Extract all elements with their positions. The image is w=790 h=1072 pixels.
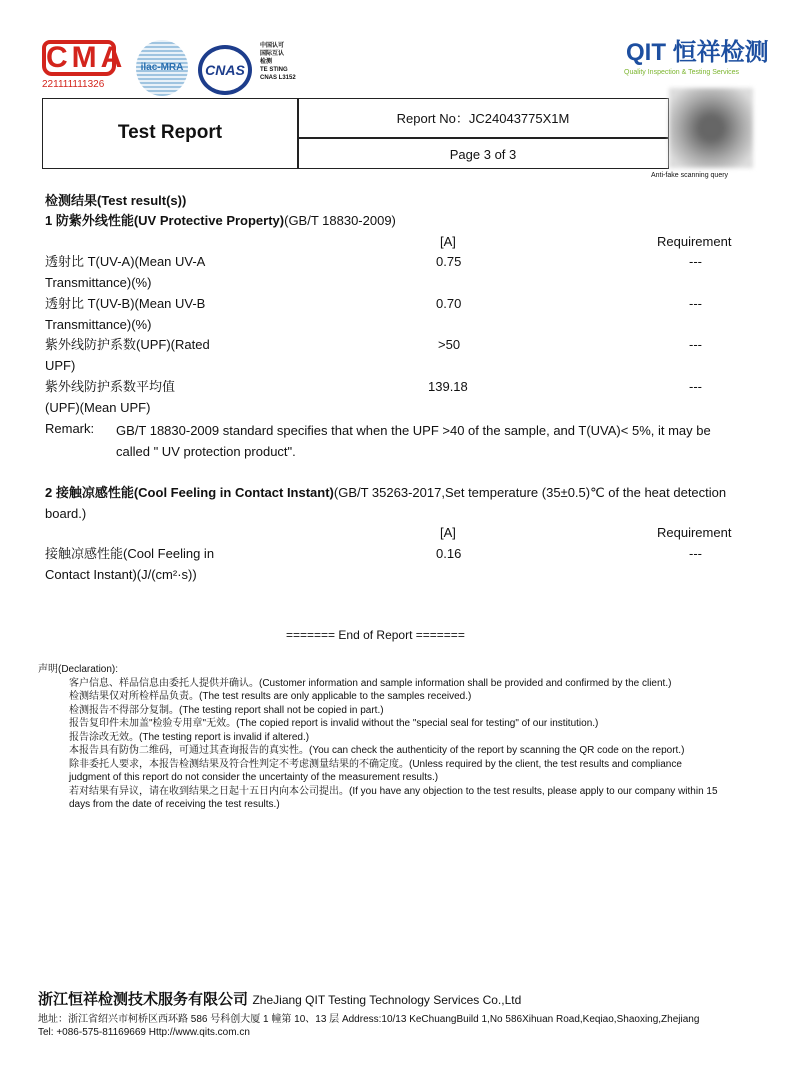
declaration-line: 报告复印件未加盖"检验专用章"无效。(The copied report is invalid without the "special seal for testing" of our institution.) xyxy=(69,718,599,729)
row-label: Transmittance)(%) xyxy=(45,317,152,332)
brand-tagline: Quality Inspection & Testing Services xyxy=(624,69,740,76)
end-of-report: ======= End of Report ======= xyxy=(286,628,465,642)
cma-number: 221111111326 xyxy=(42,79,105,90)
col-a-header: [A] xyxy=(440,525,456,540)
cnas-text xyxy=(260,42,296,82)
remark xyxy=(116,420,776,462)
row-label: 接触凉感性能(Cool Feeling in xyxy=(45,546,215,561)
cma-logo: CMA xyxy=(42,40,116,76)
row-label: Transmittance)(%) xyxy=(45,275,152,290)
declaration-lines xyxy=(38,677,763,812)
row-value: 0.70 xyxy=(436,296,462,311)
qr-caption: Anti-fake scanning query xyxy=(651,172,729,179)
cnas-text-line: TE STING xyxy=(260,67,288,73)
col-requirement-header: Requirement xyxy=(657,525,732,540)
page-number: Page 3 of 3 xyxy=(449,147,517,162)
footer-address: 地址：浙江省绍兴市柯桥区西环路 586 号科创大厦 1 幢第 10、13 层 Address:10/13 KeChuangBuild 1,No 586Xihuan Road,Keqiao,Shaoxing,Zhejiang xyxy=(38,1014,700,1025)
col-requirement-header: Requirement xyxy=(657,234,732,249)
row-label: UPF) xyxy=(45,358,76,373)
company-name-en: ZheJiang QIT Testing Technology Services Co.,Ltd xyxy=(252,993,522,1007)
row-requirement: --- xyxy=(689,254,702,269)
row-label: 紫外线防护系数(UPF)(Rated xyxy=(45,337,210,352)
declaration xyxy=(38,663,763,812)
qit-brand-logo: QIT 恒祥检测 xyxy=(626,39,769,66)
report-title: Test Report xyxy=(117,122,223,143)
declaration-title: 声明(Declaration): xyxy=(38,664,119,675)
remark-text: GB/T 18830-2009 standard specifies that when the UPF >40 of the sample, and T(UVA)< 5%, it may be xyxy=(116,423,711,438)
cnas-logo: CNAS xyxy=(198,45,252,95)
row-label: 透射比 T(UV-A)(Mean UV-A xyxy=(45,254,206,269)
cnas-text-line: CNAS L3152 xyxy=(260,75,296,81)
row-value: 0.16 xyxy=(436,546,462,561)
section2-title-cont: board.) xyxy=(45,506,87,521)
row-label: (UPF)(Mean UPF) xyxy=(45,400,151,415)
cnas-text-line: 中国认可 xyxy=(260,43,285,49)
cnas-text-line: 检测 xyxy=(260,59,273,65)
table-row xyxy=(45,545,760,587)
row-requirement: --- xyxy=(689,546,702,561)
declaration-line: 检测报告不得部分复制。(The testing report shall not be copied in part.) xyxy=(69,704,384,716)
ilac-mra-logo: ilac-MRA xyxy=(136,40,188,96)
declaration-line: 检测结果仅对所检样品负责。(The test results are only applicable to the samples received.) xyxy=(69,691,472,702)
declaration-line: 若对结果有异议，请在收到结果之日起十五日内向本公司提出。(If you have any objection to the test results, please apply to our company within 15 xyxy=(69,785,718,797)
section2 xyxy=(45,482,760,587)
row-requirement: --- xyxy=(689,337,702,352)
section1-standard: (GB/T 18830-2009) xyxy=(284,213,396,228)
qr-code[interactable] xyxy=(669,88,753,168)
declaration-line: 本报告具有防伪二维码，可通过其查询报告的真实性。(You can check the authenticity of the report by scanning the QR code on the report.) xyxy=(69,745,685,756)
footer-company xyxy=(38,988,778,1011)
section2-col-headers xyxy=(45,524,760,545)
section1-title-bold: 1 防紫外线性能(UV Protective Property) xyxy=(45,213,285,228)
col-a-header: [A] xyxy=(440,234,456,249)
report-number: Report No：JC24043775X1M xyxy=(396,111,570,126)
section2-title xyxy=(45,482,760,524)
section2-title-bold: 2 接触凉感性能(Cool Feeling in Contact Instant) xyxy=(45,485,334,500)
results-heading: 检测结果(Test result(s)) xyxy=(45,193,187,208)
row-requirement: --- xyxy=(689,379,702,394)
row-label: 紫外线防护系数平均值 xyxy=(45,379,176,394)
declaration-line: judgment of this report do not consider the uncertainty of the measurement results.) xyxy=(69,772,439,783)
row-value: 139.18 xyxy=(428,379,468,394)
declaration-line: 除非委托人要求，本报告检测结果及符合性判定不考虑测量结果的不确定度。(Unless required by the client, the test results and compliance xyxy=(69,758,682,770)
row-label: 透射比 T(UV-B)(Mean UV-B xyxy=(45,296,206,311)
cnas-text-line: 国际互认 xyxy=(260,51,285,57)
row-label: Contact Instant)(J/(cm²·s)) xyxy=(45,567,197,582)
row-value: 0.75 xyxy=(436,254,462,269)
declaration-line: 客户信息、样品信息由委托人提供并确认。(Customer information and sample information shall be provided and confirmed by the client.) xyxy=(69,677,672,689)
remark-label: Remark: xyxy=(45,421,95,436)
declaration-line: days from the date of receiving the test results.) xyxy=(69,799,280,810)
section1-title xyxy=(45,212,396,229)
section2-standard: (GB/T 35263-2017,Set temperature (35±0.5)℃ of the heat detection xyxy=(333,485,727,500)
row-value: >50 xyxy=(438,337,461,352)
company-name-cn: 浙江恒祥检测技术服务有限公司 xyxy=(38,990,249,1008)
report-header-box xyxy=(42,98,669,169)
footer xyxy=(38,988,778,1039)
row-requirement: --- xyxy=(689,296,702,311)
footer-contact: Tel: +086-575-81169669 Http://www.qits.com.cn xyxy=(38,1027,250,1038)
declaration-line: 报告涂改无效。(The testing report is invalid if altered.) xyxy=(69,731,310,743)
remark-text: called " UV protection product". xyxy=(116,444,296,459)
